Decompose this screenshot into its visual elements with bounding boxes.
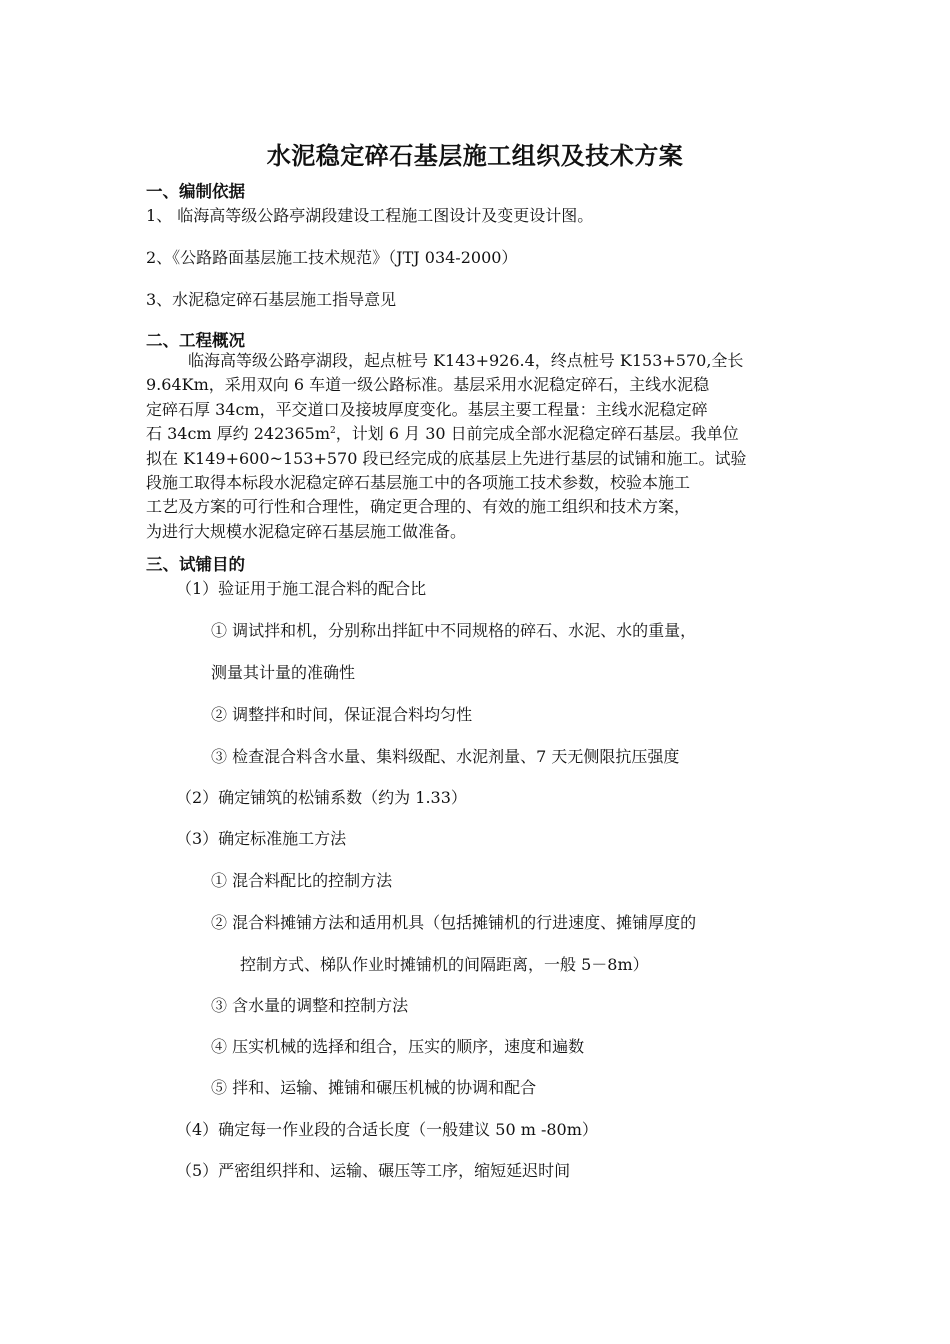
purpose-sub-item: ③ 检查混合料含水量、集料级配、水泥剂量、7 天无侧限抗压强度 — [211, 747, 680, 766]
superscript-2: 2 — [330, 426, 336, 437]
purpose-item-5: （5）严密组织拌和、运输、碾压等工序，缩短延迟时间 — [176, 1161, 571, 1180]
purpose-sub-item: ④ 压实机械的选择和组合，压实的顺序，速度和遍数 — [211, 1037, 585, 1056]
section-heading-overview: 二、工程概况 — [146, 331, 245, 350]
purpose-sub-item-cont: 控制方式、梯队作业时摊铺机的间隔距离，一般 5－8m） — [240, 955, 649, 974]
purpose-item-1: （1）验证用于施工混合料的配合比 — [176, 579, 427, 598]
basis-item-2: 2、《公路路面基层施工技术规范》（JTJ 034-2000） — [146, 248, 518, 267]
overview-line-part: ，计划 6 月 30 日前完成全部水泥稳定碎石基层。我单位 — [335, 424, 739, 444]
basis-item-3: 3、水泥稳定碎石基层施工指导意见 — [146, 290, 397, 309]
purpose-item-3: （3）确定标准施工方法 — [176, 829, 347, 848]
overview-paragraph — [146, 349, 816, 544]
overview-line: 临海高等级公路亭湖段，起点桩号 K143+926.4，终点桩号 K153+570,全长 — [188, 351, 744, 370]
purpose-item-4: （4）确定每一作业段的合适长度（一般建议 50 m -80m） — [176, 1120, 598, 1139]
overview-line: 工艺及方案的可行性和合理性，确定更合理的、有效的施工组织和技术方案， — [146, 497, 691, 517]
section-heading-purpose: 三、试铺目的 — [146, 555, 245, 574]
section-heading-basis: 一、编制依据 — [146, 182, 245, 201]
document-title: 水泥稳定碎石基层施工组织及技术方案 — [266, 142, 684, 170]
overview-line: 为进行大规模水泥稳定碎石基层施工做准备。 — [146, 521, 467, 541]
purpose-sub-item: ① 调试拌和机，分别称出拌缸中不同规格的碎石、水泥、水的重量， — [211, 621, 697, 640]
purpose-sub-item: ② 调整拌和时间，保证混合料均匀性 — [211, 705, 473, 724]
purpose-sub-item: ③ 含水量的调整和控制方法 — [211, 996, 409, 1015]
overview-line: 段施工取得本标段水泥稳定碎石基层施工中的各项施工技术参数，校验本施工 — [146, 472, 691, 492]
overview-line-part: 石 34cm 厚约 242365m — [146, 424, 331, 444]
purpose-sub-item: ① 混合料配比的控制方法 — [211, 871, 393, 890]
overview-line-with-area — [146, 422, 816, 446]
overview-line: 定碎石厚 34cm，平交道口及接坡厚度变化。基层主要工程量：主线水泥稳定碎 — [146, 399, 708, 419]
purpose-sub-item-cont: 测量其计量的准确性 — [211, 663, 356, 682]
basis-item-1: 1、 临海高等级公路亭湖段建设工程施工图设计及变更设计图。 — [146, 206, 594, 225]
purpose-sub-item: ⑤ 拌和、运输、摊铺和碾压机械的协调和配合 — [211, 1078, 537, 1097]
overview-line: 9.64Km，采用双向 6 车道一级公路标准。基层采用水泥稳定碎石，主线水泥稳 — [146, 375, 710, 395]
purpose-sub-item: ② 混合料摊铺方法和适用机具（包括摊铺机的行进速度、摊铺厚度的 — [211, 913, 697, 932]
overview-line: 拟在 K149+600~153+570 段已经完成的底基层上先进行基层的试铺和施工。试验 — [146, 448, 747, 468]
purpose-item-2: （2）确定铺筑的松铺系数（约为 1.33） — [176, 788, 467, 807]
